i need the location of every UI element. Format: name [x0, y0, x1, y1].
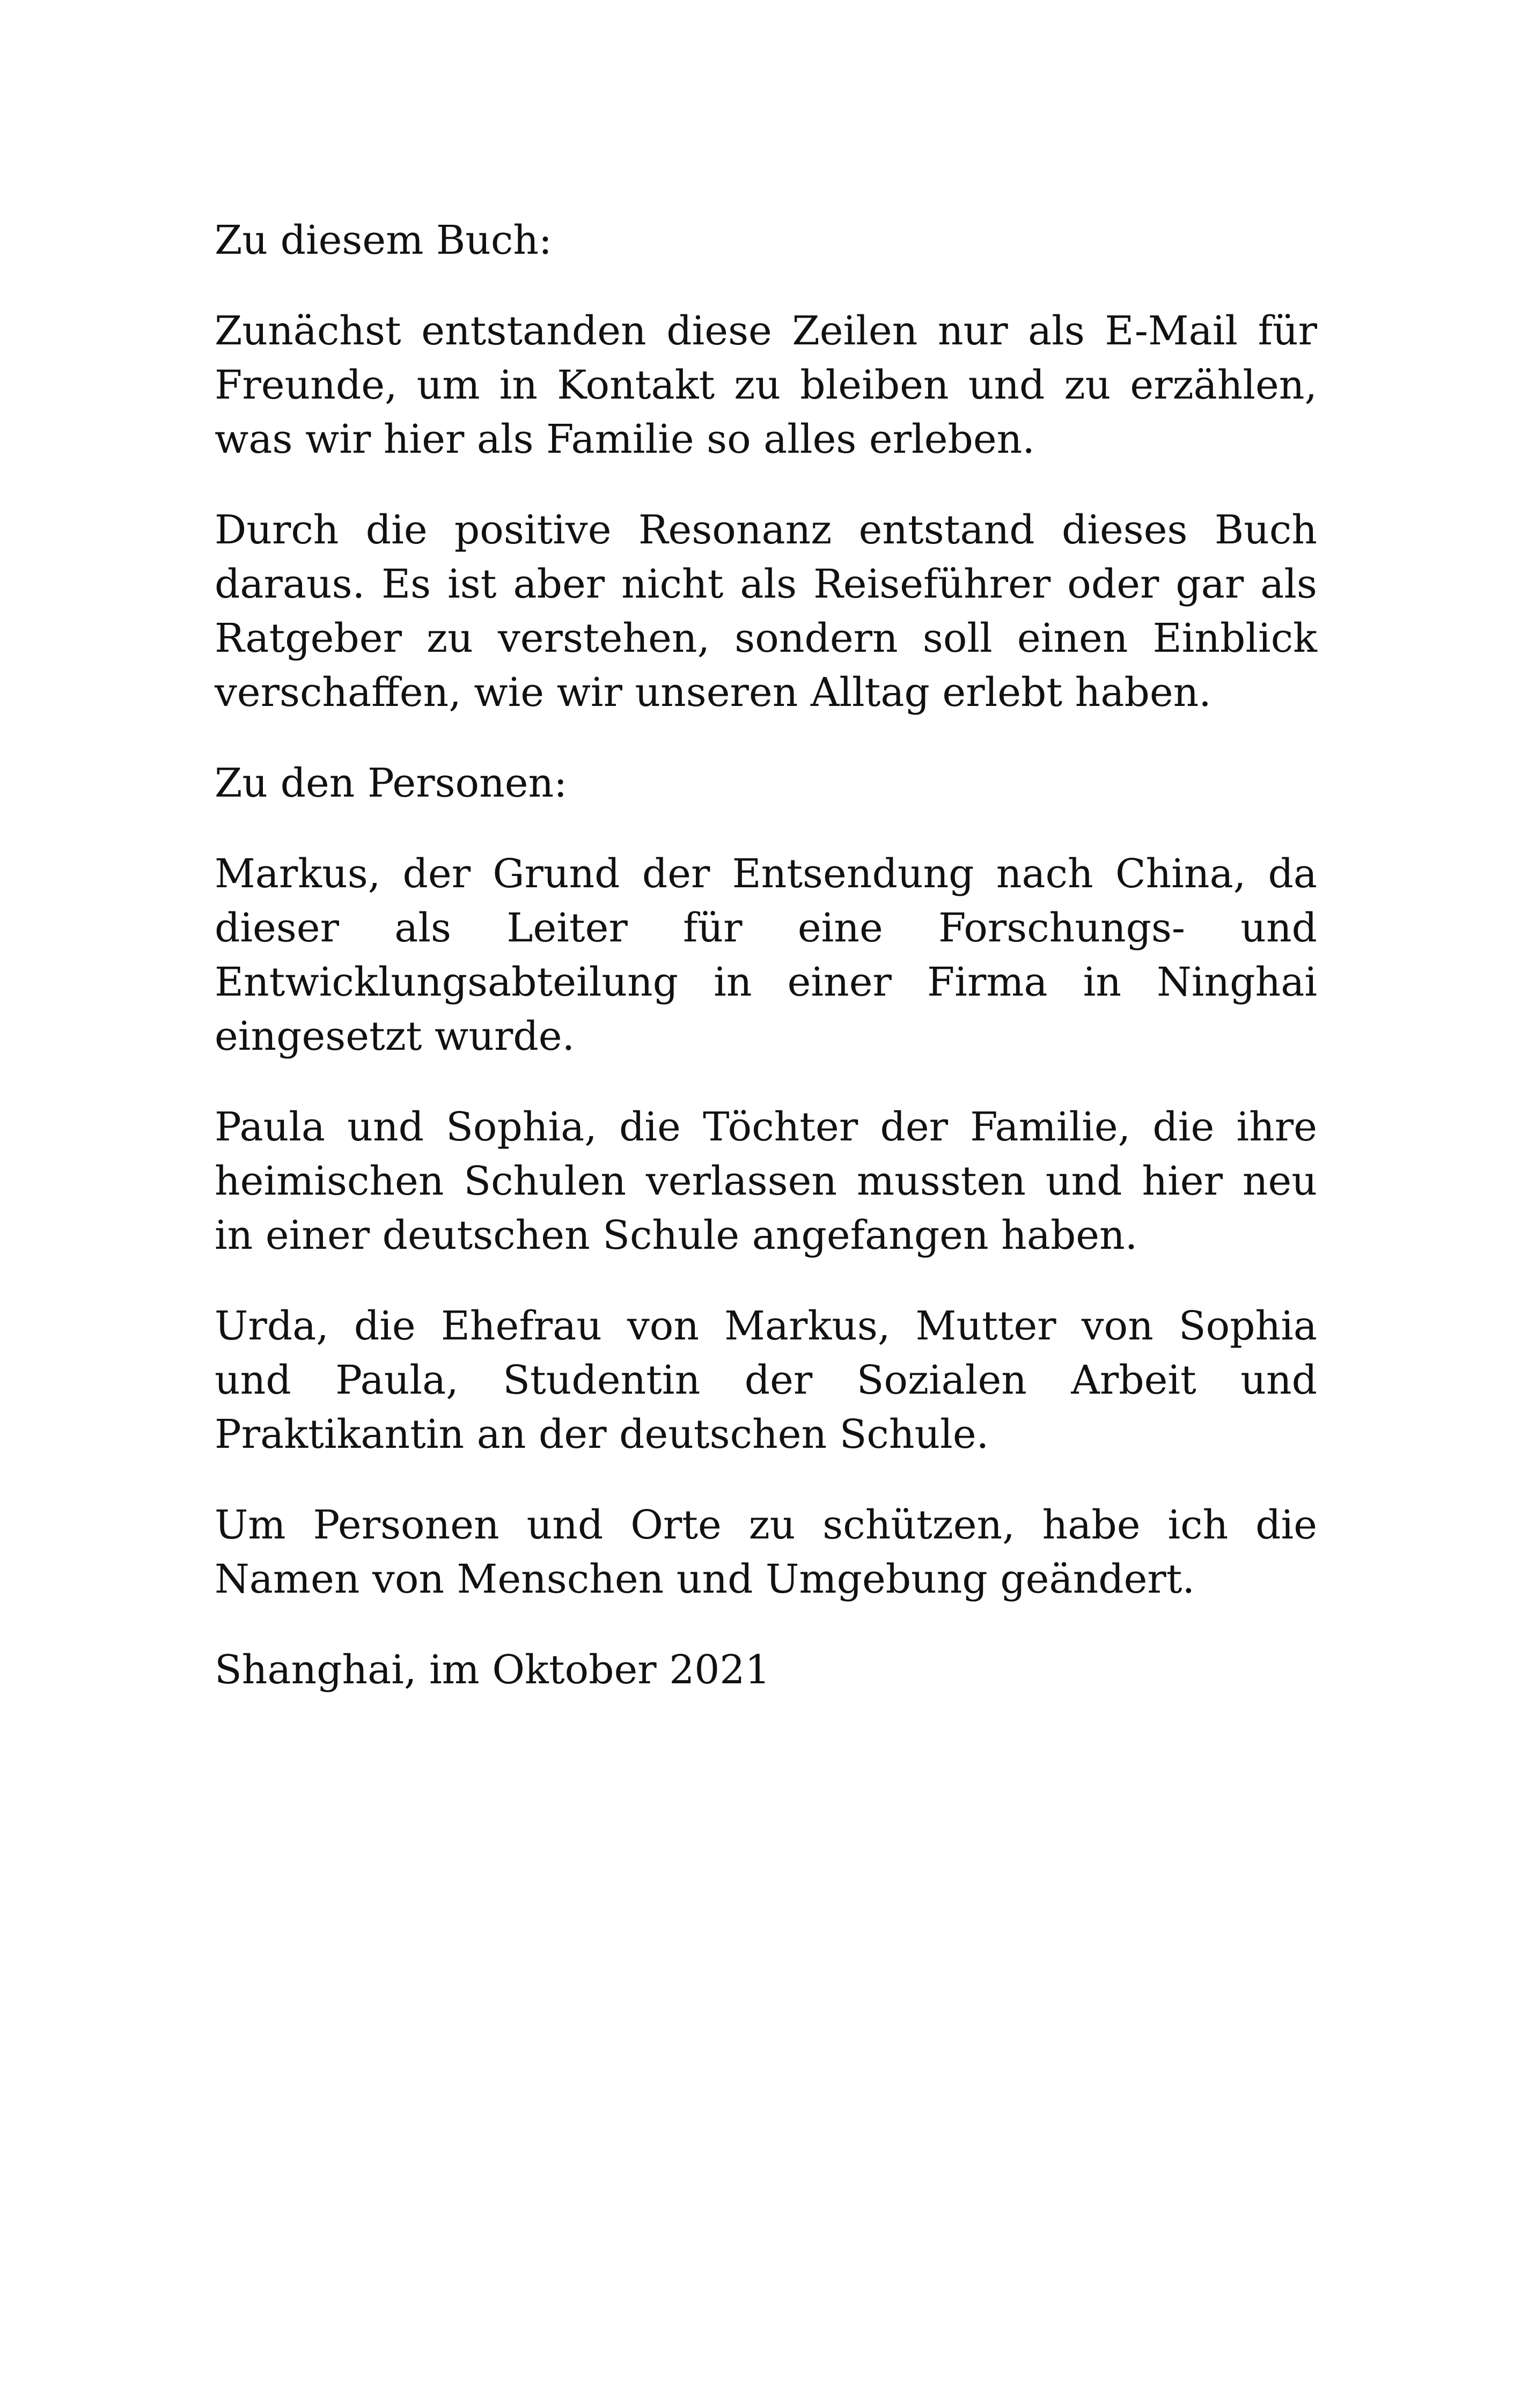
- signoff-place-date: Shanghai, im Oktober 2021: [215, 1647, 770, 1693]
- heading-about-book: Zu diesem Buch:: [215, 217, 552, 263]
- page-text: [215, 213, 1317, 1734]
- paragraph-urda: Urda, die Ehefrau von Markus, Mutter von Sophia und Paula, Studentin der Sozialen Arbeit und Praktikantin an der deutschen Schule.: [215, 1303, 1317, 1457]
- paragraph-daughters: Paula und Sophia, die Töchter der Familie, die ihre heimischen Schulen verlassen mussten und hier neu in einer deutschen Schule angefangen haben.: [215, 1104, 1317, 1258]
- paragraph-resonance: Durch die positive Resonanz entstand dieses Buch daraus. Es ist aber nicht als Reiseführer oder gar als Ratgeber zu verstehen, sondern soll einen Einblick verschaffen, wie wir unseren Alltag erlebt haben.: [215, 507, 1317, 716]
- paragraph-origin: Zunächst entstanden diese Zeilen nur als E-Mail für Freunde, um in Kontakt zu bleiben und zu erzählen, was wir hier als Familie so alles erleben.: [215, 308, 1317, 462]
- paragraph-markus: Markus, der Grund der Entsendung nach China, da dieser als Leiter für eine Forschungs- und Entwicklungsabteilung in einer Firma in Ninghai eingesetzt wurde.: [215, 851, 1317, 1059]
- heading-persons: Zu den Personen:: [215, 760, 568, 806]
- paragraph-privacy: Um Personen und Orte zu schützen, habe ich die Namen von Menschen und Umgebung geändert.: [215, 1502, 1317, 1602]
